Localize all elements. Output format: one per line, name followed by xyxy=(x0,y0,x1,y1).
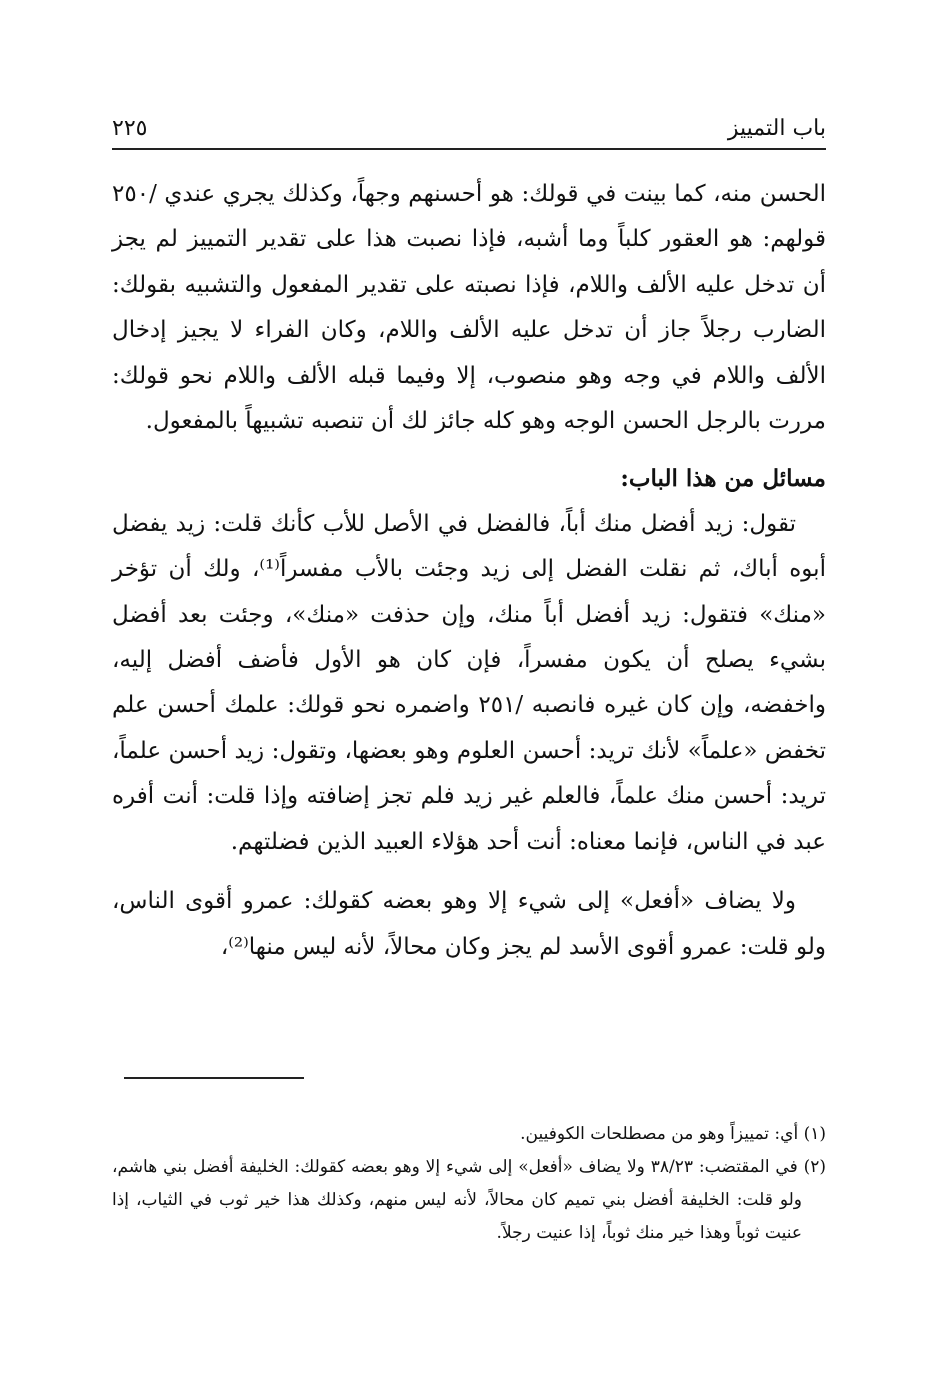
paragraph-2: تقول: زيد أفضل منك أباً، فالفضل في الأصل للأب كأنك قلت: زيد يفضل أبوه أباك، ثم نقلت الفضل إلى زيد وجئت بالأب مفسراً⁽¹⁾، ولك أن تؤخر «منك» فتقول: زيد أفضل أباً منك، وإن حذفت «منك»، وجئت بعد أفضل بشيء يصلح أن يكون مفسراً، فإن كان هو الأول فأضف أفضل إليه، واخفضه، وإن كان غيره فانصبه /٢٥١ واضمره نحو قولك: علمك أحسن علم تخفض «علماً» لأنك تريد: أحسن العلوم وهو بعضها، وتقول: زيد أحسن علماً، تريد: أحسن منك علماً، فالعلم غير زيد فلم تجز إضافته وإذا قلت: أنت أفره عبد في الناس، فإنما معناه: أنت أحد هؤلاء العبيد الذين فضلتهم. xyxy=(112,510,826,855)
main-text xyxy=(112,172,826,970)
footnote-2: (٢) في المقتضب: ٣٨/٢٣ ولا يضاف «أفعل» إلى شيء إلا وهو بعضه كقولك: الخليفة أفضل بني هاشم، ولو قلت: الخليفة أفضل بني تميم كان محالاً، لأنه ليس منهم، وكذلك هذا خير ثوب في الثياب، إذا عنيت ثوباً وهذا خير منك ثوباً، إذا عنيت رجلاً. xyxy=(112,1157,827,1243)
chapter-title: باب التمييز xyxy=(727,116,826,141)
page-number: ٢٢٥ xyxy=(112,116,148,141)
running-header xyxy=(112,108,826,150)
footnotes xyxy=(112,1118,826,1250)
footnote-1: (١) أي: تمييزاً وهو من مصطلحات الكوفيين. xyxy=(520,1124,826,1144)
paragraph-1: الحسن منه، كما بينت في قولك: هو أحسنهم وجهاً، وكذلك يجري عندي /٢٥٠ قولهم: هو العقور كلباً وما أشبه، فإذا نصبت هذا على تقدير التمييز لم يجز أن تدخل عليه الألف واللام، فإذا نصبته على تقدير المفعول والتشبيه بقولك: الضارب رجلاً جاز أن تدخل عليه الألف واللام، وكان الفراء لا يجيز إدخال الألف واللام في وجه وهو منصوب، إلا وفيما قبله الألف واللام نحو قولك: مررت بالرجل الحسن الوجه وهو كله جائز لك أن تنصبه تشبيهاً بالمفعول. xyxy=(112,181,826,435)
footnote-separator xyxy=(124,1077,304,1079)
section-heading: مسائل من هذا الباب: xyxy=(620,465,826,493)
paragraph-3: ولا يضاف «أفعل» إلى شيء إلا وهو بعضه كقولك: عمرو أقوى الناس، ولو قلت: عمرو أقوى الأسد لم يجز وكان محالاً، لأنه ليس منها⁽²⁾، xyxy=(112,888,826,960)
